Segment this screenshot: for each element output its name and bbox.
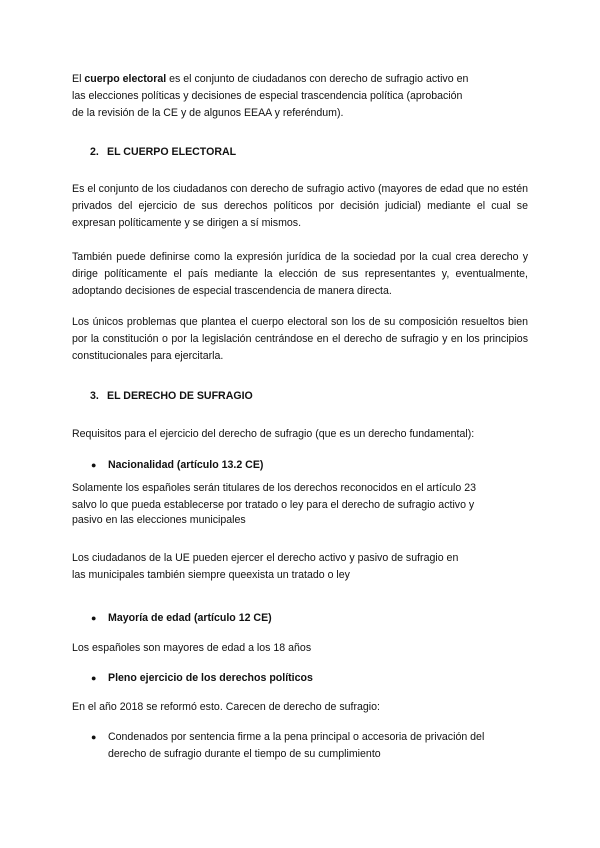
intro-line-1 (72, 71, 468, 88)
mayoria-heading: Mayoría de edad (artículo 12 CE) (108, 612, 272, 624)
bullet-dot-icon: ● (91, 673, 97, 683)
bullet-dot-icon: ● (91, 460, 97, 470)
section-2-paragraph-2: También puede definirse como la expresión jurídica de la sociedad por la cual crea derecho y dirige políticamente el país mediante la elección de sus representantes y, eventualmente, adoptando decisiones de especial trascendencia de manera directa. (72, 251, 528, 297)
list-item (91, 729, 511, 763)
section-3-number: 3. (90, 390, 99, 402)
bullet-dot-icon: ● (91, 613, 97, 623)
intro-line-2: las elecciones políticas y decisiones de especial trascendencia política (aprobación (72, 90, 463, 102)
nacionalidad-line-3: pasivo en las elecciones municipales (72, 514, 246, 526)
section-3-heading (90, 388, 253, 405)
intro-prefix: El (72, 73, 85, 85)
intro-line-1-rest: es el conjunto de ciudadanos con derecho de sufragio activo en (166, 73, 469, 85)
intro-line-3: de la revisión de la CE y de algunos EEAA y referéndum). (72, 107, 344, 119)
list-item-line-1: Condenados por sentencia firme a la pena principal o accesoria de privación del (108, 731, 485, 743)
section-2-number: 2. (90, 146, 99, 158)
nacionalidad-line-2: salvo lo que pueda establecerse por tratado o ley para el derecho de sufragio activo y (72, 499, 475, 511)
section-2-paragraph-3: Los únicos problemas que plantea el cuerpo electoral son los de su composición resueltos bien por la constitución o por la legislación centrándose en el derecho de sufragio y en los principios constitucionales para ejercitarla. (72, 316, 528, 362)
bullet-mayoria (91, 610, 272, 627)
list-item-line-2: derecho de sufragio durante el tiempo de su cumplimiento (108, 748, 381, 760)
nacionalidad-heading: Nacionalidad (artículo 13.2 CE) (108, 459, 264, 471)
intro-bold-term: cuerpo electoral (84, 73, 167, 85)
pleno-text: En el año 2018 se reformó esto. Carecen de derecho de sufragio: (72, 701, 380, 713)
section-2-heading (90, 144, 236, 161)
section-2-title: EL CUERPO ELECTORAL (107, 146, 237, 158)
section-2-paragraph-1: Es el conjunto de los ciudadanos con derecho de sufragio activo (mayores de edad que no estén privados del ejercicio de sus derechos políticos por decisión judicial) mediante el cual se expresan políticamente y se dirigen a sí mismos. (72, 183, 528, 229)
nacionalidad-line-1: Solamente los españoles serán titulares de los derechos reconocidos en el artículo 23 (72, 482, 476, 494)
list-item-text (108, 729, 484, 763)
requirements-intro: Requisitos para el ejercicio del derecho de sufragio (que es un derecho fundamental): (72, 428, 475, 440)
bullet-pleno (91, 670, 313, 687)
ue-line-2: las municipales también siempre queexista un tratado o ley (72, 569, 350, 581)
bullet-dot-icon: ● (91, 732, 97, 742)
bullet-nacionalidad (91, 457, 263, 474)
ue-line-1: Los ciudadanos de la UE pueden ejercer el derecho activo y pasivo de sufragio en (72, 552, 459, 564)
mayoria-text: Los españoles son mayores de edad a los 18 años (72, 642, 312, 654)
pleno-heading: Pleno ejercicio de los derechos políticos (108, 672, 313, 684)
section-3-title: EL DERECHO DE SUFRAGIO (107, 390, 253, 402)
